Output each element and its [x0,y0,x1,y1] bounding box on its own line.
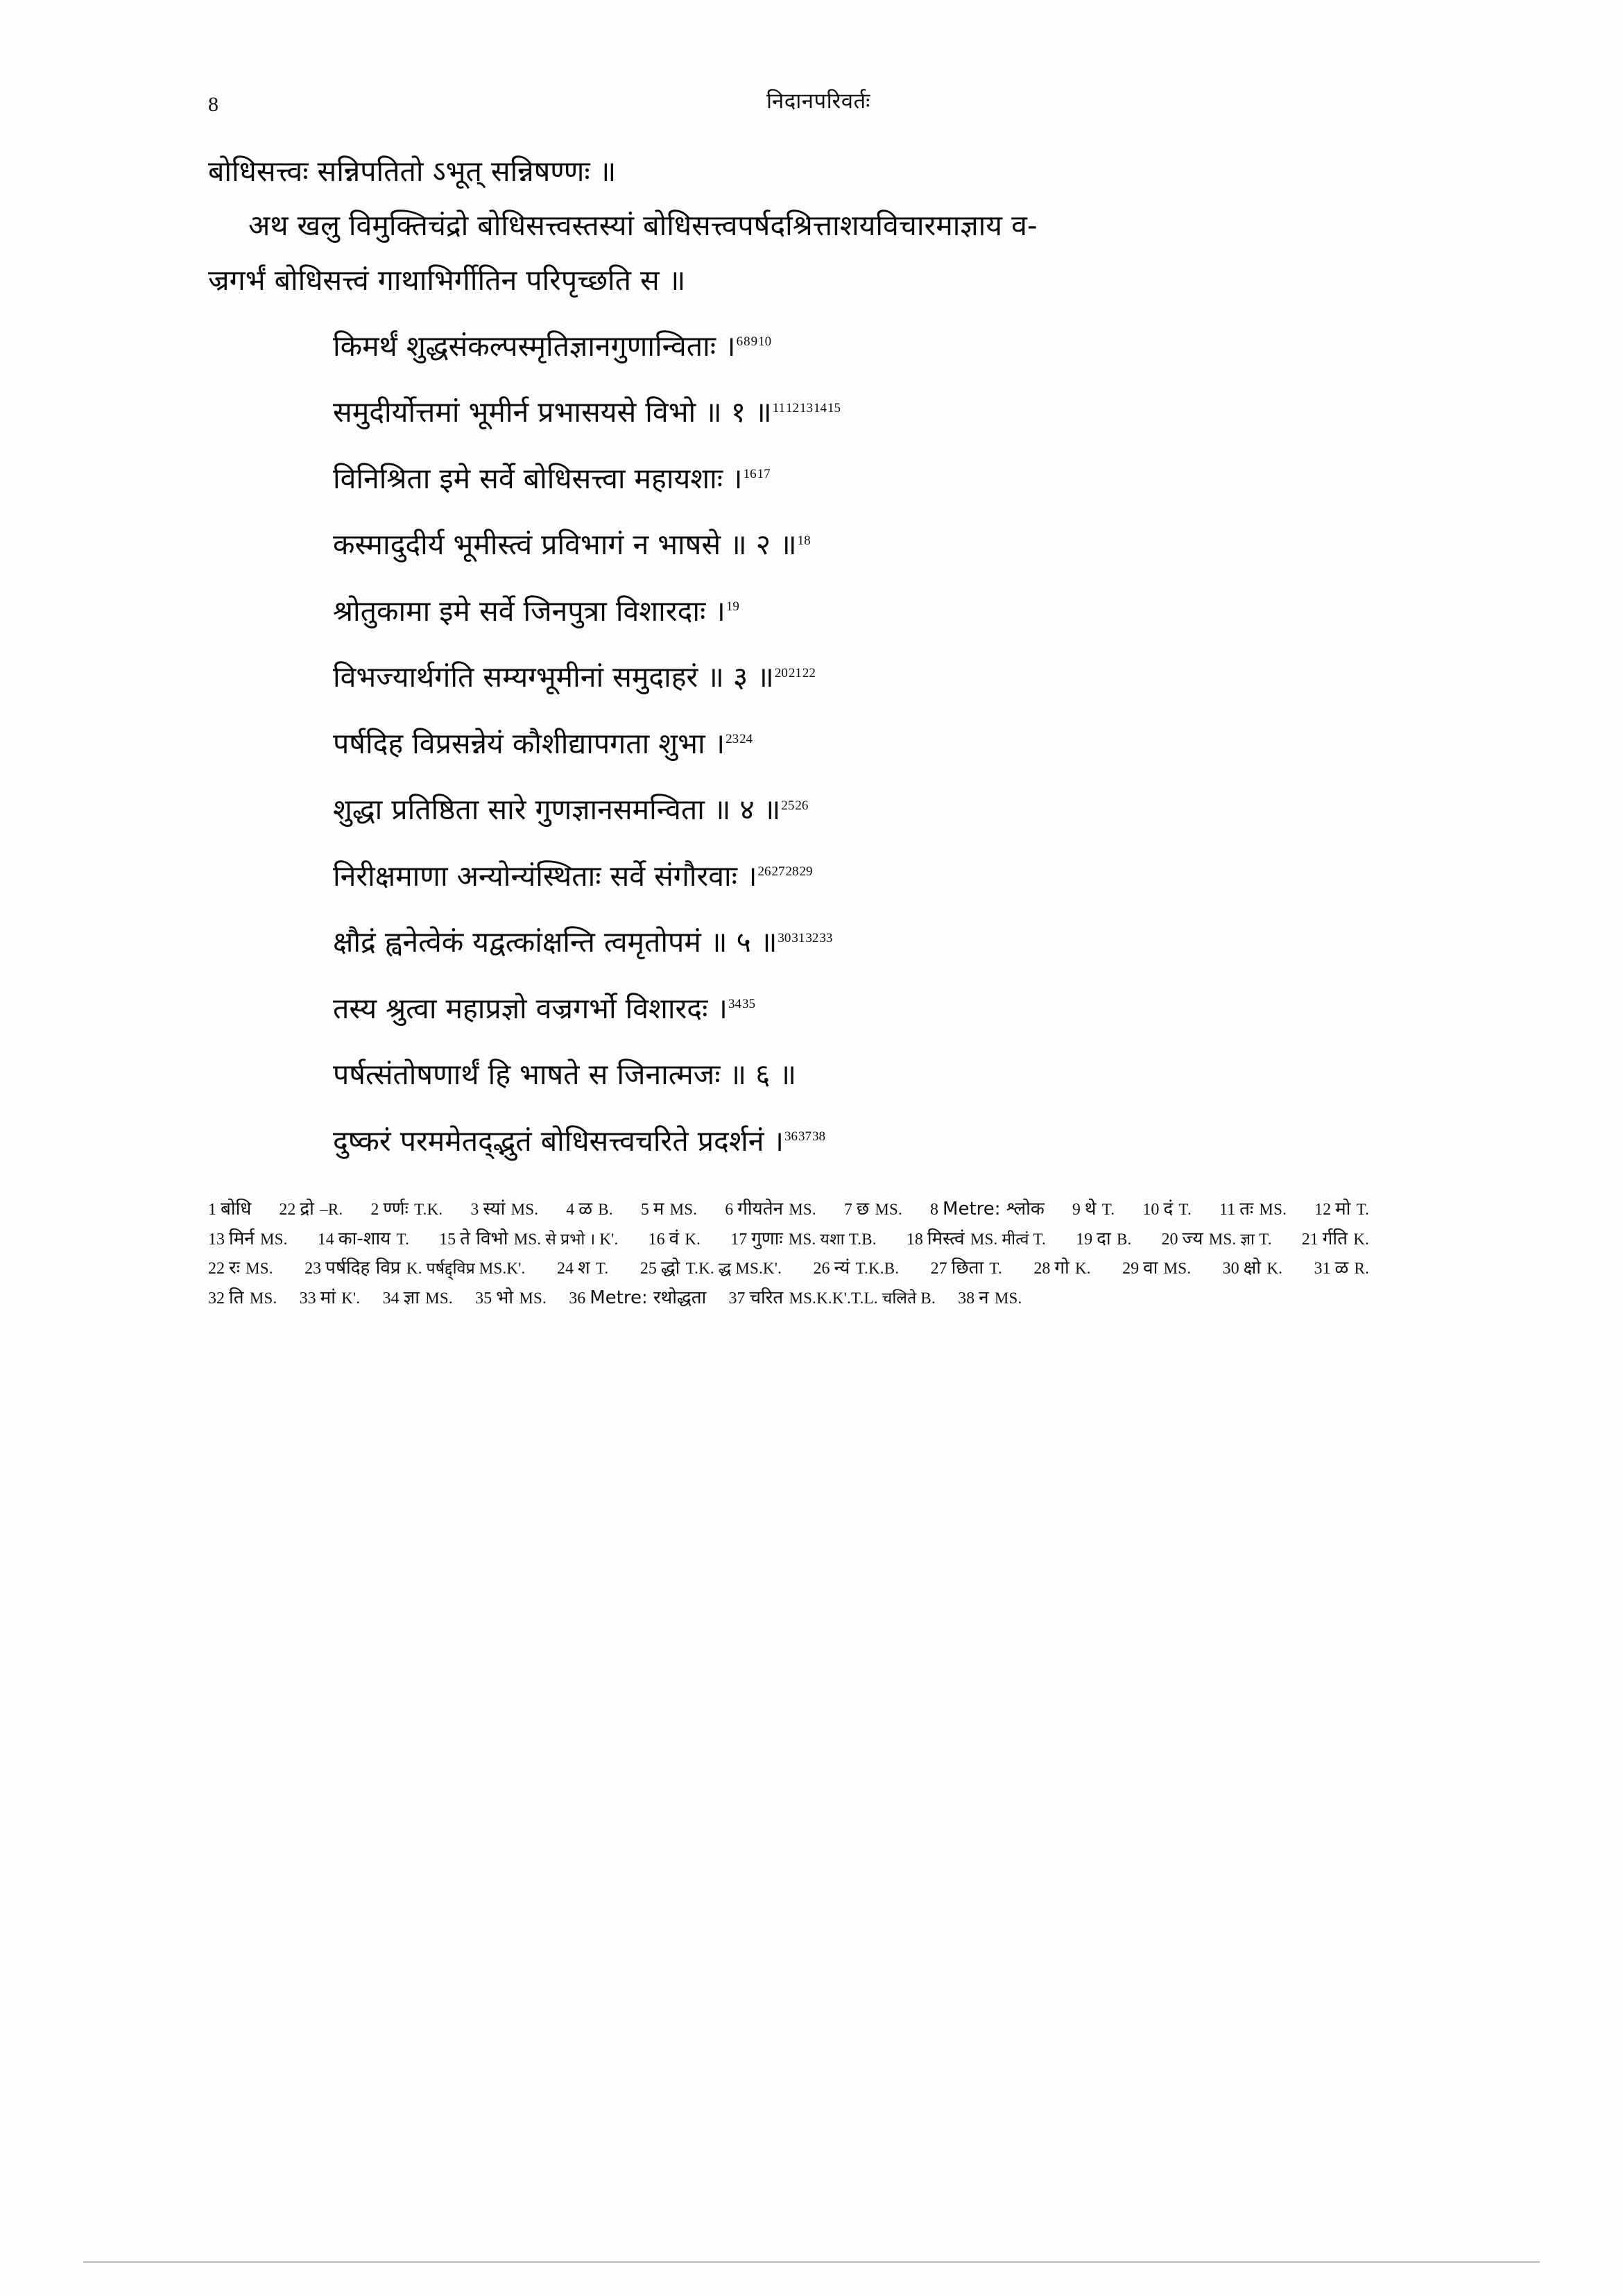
apparatus-entry [569,1283,706,1313]
apparatus-reading: थे [1084,1199,1102,1220]
verse-note-marker: 24 [739,732,753,747]
verse-note-marker: 11 [772,400,785,415]
apparatus-sigla: T. [396,1230,410,1248]
apparatus-note-number: 30 [1222,1260,1244,1278]
apparatus-entry [383,1283,453,1313]
apparatus-note-number: 33 [299,1289,320,1308]
apparatus-entry [730,1224,877,1254]
apparatus-note-number: 15 [439,1230,461,1249]
apparatus-sigla: B. [598,1201,613,1219]
apparatus-sigla: MS. [875,1201,902,1219]
apparatus-note-number: 14 [317,1230,338,1249]
verse-note-marker: 6 [736,334,744,350]
verse-line: पर्षदिह विप्रसन्नेयं कौशीद्यापगता शुभा ।$^{2324}$ [333,726,753,760]
apparatus-sigla: K. [1353,1230,1369,1248]
verse-note-marker: 28 [785,864,799,880]
apparatus-entry [475,1283,547,1313]
running-title: निदानपरिवर्तः [766,89,870,114]
apparatus-reading: का-शाय [338,1228,397,1249]
apparatus-sigla: K. [1074,1260,1091,1278]
apparatus-sigla: MS. [1259,1201,1287,1219]
apparatus-sigla: MS. [669,1201,698,1219]
verse-note-marker: 32 [805,930,819,945]
apparatus-note-number: 13 [208,1230,229,1249]
verse-block [208,325,1429,1163]
apparatus-entry [1302,1224,1369,1254]
apparatus-reading: र्ण्णः [383,1199,415,1220]
apparatus-reading: ति [229,1287,250,1308]
apparatus-entry [640,1253,782,1283]
apparatus-note-number: 12 [1314,1201,1336,1219]
verse-note-marker: 10 [758,334,772,350]
apparatus-reading: छ [856,1199,875,1220]
apparatus-entry [1033,1253,1090,1283]
verse-note-marker: 17 [757,467,771,482]
apparatus-reading: बोधि [221,1199,252,1220]
verse-note-marker: 22 [802,665,816,680]
apparatus-entry [370,1194,443,1224]
apparatus-reading: मिस्त्वं [927,1228,970,1249]
apparatus-note-number: 16 [648,1230,669,1249]
apparatus-sigla: K'. [341,1289,361,1307]
apparatus-entry [1314,1194,1369,1224]
apparatus-entry [725,1194,816,1224]
apparatus-reading: ते विभो [460,1228,514,1249]
apparatus-note-number: 24 [556,1260,578,1278]
apparatus-reading: गो [1054,1258,1075,1279]
page-bottom-rule [83,2261,1540,2263]
apparatus-reading: द्धो [660,1258,686,1279]
apparatus-entry [931,1253,1002,1283]
apparatus-reading: गुणाः [751,1228,789,1249]
apparatus-sigla: MS. [1163,1260,1192,1278]
verse-note-marker: 23 [725,732,739,747]
prose-line: अथ खलु विमुक्तिचंद्रो बोधिसत्त्वस्तस्यां बोधिसत्त्वपर्षदश्रित्ताशयविचारमाज्ञाय व- [248,209,1038,243]
apparatus-entry [958,1283,1022,1313]
apparatus-reading: म [653,1199,670,1220]
verse-line: तस्य श्रुत्वा महाप्रज्ञो वज्रगर्भो विशारदः ।$^{3435}$ [333,991,755,1025]
apparatus-sigla: MS. [519,1289,547,1307]
apparatus-reading: गीयतेन [737,1199,789,1220]
apparatus-note-number: 37 [728,1289,750,1308]
apparatus-sigla: MS. मीत्वं T. [970,1230,1047,1248]
apparatus-sigla: MS. [249,1289,277,1307]
apparatus-note-number: 20 [1161,1230,1183,1249]
verse-note-marker: 21 [788,665,802,680]
verse-line: किमर्थं शुद्धसंकल्पस्मृतिज्ञानगुणान्विताः ।$^{68910}$ [333,329,772,363]
page-header [208,83,1429,132]
apparatus-reading: पर्षदिह विप्र [325,1258,406,1279]
apparatus-reading: Metre: श्लोक [943,1199,1045,1220]
verse-note-marker: 36 [784,1129,798,1145]
apparatus-entry [1142,1194,1192,1224]
apparatus-note-number: 26 [813,1260,834,1278]
apparatus-reading: भो [496,1287,519,1308]
verse-note-marker: 20 [774,665,788,680]
apparatus-entry [813,1253,899,1283]
apparatus-reading: Metre: रथोद्धता [590,1287,707,1308]
verse-line: विनिश्रिता इमे सर्वे बोधिसत्त्वा महायशाः ।$^{1617}$ [333,461,771,495]
apparatus-reading: न [979,1287,995,1308]
verse-line: क्षौद्रं ह्वनेत्वेकं यद्वत्कांक्षन्ति त्वमृतोपमं ॥ ५ ॥$^{30313233}$ [333,925,833,959]
apparatus-sigla: T. [989,1260,1002,1278]
verse-note-marker: 34 [728,997,741,1012]
apparatus-reading: ज्य [1182,1228,1209,1249]
apparatus-entry [1076,1224,1131,1254]
verse-line: निरीक्षमाणा अन्योन्यंस्थिताः सर्वे संगौरवाः ।$^{26272829}$ [333,859,813,893]
apparatus-sigla: K. [1266,1260,1283,1278]
apparatus-entry [279,1194,343,1224]
apparatus-reading: ळ [1334,1258,1355,1279]
apparatus-entry [208,1283,277,1313]
verse-note-marker: 12 [785,400,799,415]
apparatus-sigla: MS. [789,1201,816,1219]
apparatus-note-number: 17 [730,1230,752,1249]
verse-line: श्रोतुकामा इमे सर्वे जिनपुत्रा विशारदाः ।$^{19}$ [333,594,739,628]
apparatus-note-number: 6 [725,1201,738,1219]
apparatus-entry [729,1283,936,1313]
apparatus-entry [907,1224,1046,1254]
verse-note-marker: 35 [741,997,755,1012]
apparatus-note-number: 27 [930,1260,952,1278]
apparatus-sigla: MS.K.K'.T.L. चलिते B. [789,1289,936,1307]
verse-note-marker: 14 [813,400,827,415]
apparatus-sigla: MS. से प्रभो । K'. [513,1230,619,1248]
apparatus-sigla: MS. [994,1289,1022,1307]
apparatus-note-number: 35 [475,1289,497,1308]
verse-note-marker: 26 [757,864,771,880]
apparatus-entry [1219,1194,1287,1224]
apparatus-entry [566,1194,613,1224]
verse-note-marker: 29 [799,864,813,880]
apparatus-note-number: 25 [639,1260,661,1278]
apparatus-note-number: 1 [208,1201,221,1219]
verse-line: विभज्यार्थगंति सम्यग्भूमीनां समुदाहरं ॥ ३ ॥$^{202122}$ [333,660,816,694]
apparatus-entry [1162,1224,1272,1254]
apparatus-reading: स्यां [483,1199,511,1220]
apparatus-note-number: 19 [1076,1230,1097,1249]
apparatus-note-number: 34 [382,1289,404,1308]
apparatus-note-number: 36 [569,1289,590,1308]
verse-note-marker: 16 [743,467,757,482]
apparatus-sigla: K. पर्षद्द्विप्र MS.K'. [406,1260,526,1278]
verse-note-marker: 31 [791,930,805,945]
folio-number: 8 [208,93,218,116]
apparatus-reading: वा [1143,1258,1164,1279]
apparatus-reading: द्रो [300,1199,320,1220]
apparatus-entry [557,1253,608,1283]
apparatus-entry [1314,1253,1370,1283]
apparatus-sigla: –R. [320,1201,343,1219]
critical-apparatus [208,1194,1387,1312]
apparatus-reading: मिर्न [229,1228,260,1249]
apparatus-reading: श [577,1258,596,1279]
apparatus-reading: ज्ञा [403,1287,426,1308]
apparatus-sigla: T. [1178,1201,1192,1219]
apparatus-reading: छिता [951,1258,990,1279]
verse-line: समुदीर्योत्तमां भूमीर्न प्रभासयसे विभो ॥ १ ॥$^{1112131415}$ [333,395,841,429]
apparatus-reading: दा [1097,1228,1117,1249]
apparatus-reading: र्गति [1322,1228,1354,1249]
apparatus-entry [208,1194,251,1224]
apparatus-entry [649,1224,701,1254]
prose-line: बोधिसत्त्वः सन्निपतितो ऽभूत् सन्निषण्णः ॥ [208,155,617,188]
apparatus-note-number: 29 [1122,1260,1144,1278]
apparatus-note-number: 11 [1219,1201,1240,1219]
apparatus-note-number: 7 [843,1201,857,1219]
verse-note-marker: 25 [781,798,795,813]
verse-line: शुद्धा प्रतिष्ठिता सारे गुणज्ञानसमन्विता ॥ ४ ॥$^{2526}$ [333,793,809,827]
apparatus-entry [208,1224,288,1254]
apparatus-reading: दं [1163,1199,1179,1220]
apparatus-note-number: 10 [1142,1201,1164,1219]
verse-note-marker: 8 [744,334,750,350]
apparatus-note-number: 18 [906,1230,927,1249]
verse-line: पर्षत्संतोषणार्थं हि भाषते स जिनात्मजः ॥ ६ ॥ [333,1058,797,1092]
verse-note-marker: 27 [771,864,785,880]
apparatus-sigla: T.K. [414,1201,443,1219]
apparatus-entry [1223,1253,1282,1283]
apparatus-note-number: 31 [1314,1260,1335,1278]
apparatus-sigla: T. [1101,1201,1115,1219]
apparatus-sigla: R. [1354,1260,1370,1278]
verse-note-marker: 33 [819,930,833,945]
prose-line: ज्रगर्भं बोधिसत्त्वं गाथाभिर्गीतिन परिपृच्छति स ॥ [208,263,686,297]
apparatus-reading: रः [229,1258,246,1279]
apparatus-entry [470,1194,538,1224]
apparatus-note-number: 28 [1033,1260,1055,1278]
apparatus-entry [300,1283,361,1313]
apparatus-entry [304,1253,525,1283]
apparatus-sigla: MS. यशा T.B. [788,1230,877,1248]
apparatus-note-number: 21 [1301,1230,1323,1249]
apparatus-note-number: 32 [208,1289,229,1308]
verse-note-marker: 38 [812,1129,826,1145]
verse-note-marker: 18 [797,533,811,548]
apparatus-sigla: T.K. द्ध MS.K'. [685,1260,782,1278]
apparatus-entry [930,1194,1045,1224]
apparatus-reading: न्यं [834,1258,856,1279]
apparatus-note-number: 22 [208,1260,229,1278]
apparatus-sigla: MS. [425,1289,453,1307]
apparatus-sigla: T.K.B. [855,1260,900,1278]
page-content [208,83,1429,1312]
apparatus-note-number: 22 [279,1201,300,1219]
apparatus-entry [208,1253,273,1283]
verse-note-marker: 9 [750,334,758,350]
apparatus-note-number: 9 [1072,1201,1085,1219]
apparatus-note-number: 38 [958,1289,979,1308]
apparatus-entry [641,1194,697,1224]
apparatus-reading: तः [1239,1199,1260,1220]
verse-line: दुष्करं परममेतद्‌द्भुतं बोधिसत्त्वचरिते प्रदर्शनं ।$^{363738}$ [333,1124,826,1158]
verse-note-marker: 30 [778,930,791,945]
apparatus-reading: ळ [578,1199,599,1220]
apparatus-sigla: B. [1116,1230,1132,1248]
apparatus-note-number: 5 [640,1201,653,1219]
verse-note-marker: 37 [798,1129,812,1145]
apparatus-reading: चरित [749,1287,789,1308]
apparatus-note-number: 3 [470,1201,483,1219]
apparatus-reading: मो [1335,1199,1357,1220]
verse-note-marker: 13 [799,400,813,415]
apparatus-note-number: 4 [566,1201,579,1219]
apparatus-sigla: T. [595,1260,609,1278]
verse-note-marker: 19 [725,599,739,615]
apparatus-reading: क्षो [1243,1258,1267,1279]
apparatus-note-number: 23 [304,1260,326,1278]
apparatus-sigla: MS. [510,1201,539,1219]
apparatus-reading: वं [669,1228,685,1249]
apparatus-sigla: K. [685,1230,701,1248]
prose-block [208,150,1429,302]
verse-note-marker: 26 [795,798,809,813]
verse-line: कस्मादुदीर्य भूमीस्त्वं प्रविभागं न भाषसे ॥ २ ॥$^{18}$ [333,528,811,562]
apparatus-reading: मां [320,1287,342,1308]
apparatus-note-number: 8 [930,1201,943,1219]
apparatus-sigla: MS. ज्ञा T. [1208,1230,1272,1248]
verse-note-marker: 15 [827,400,841,415]
apparatus-entry [844,1194,902,1224]
apparatus-sigla: MS. [259,1230,288,1248]
apparatus-sigla: MS. [246,1260,273,1278]
apparatus-entry [439,1224,618,1254]
apparatus-entry [318,1224,409,1254]
apparatus-sigla: T. [1356,1201,1370,1219]
apparatus-entry [1072,1194,1115,1224]
apparatus-entry [1122,1253,1191,1283]
apparatus-note-number: 2 [370,1201,384,1219]
